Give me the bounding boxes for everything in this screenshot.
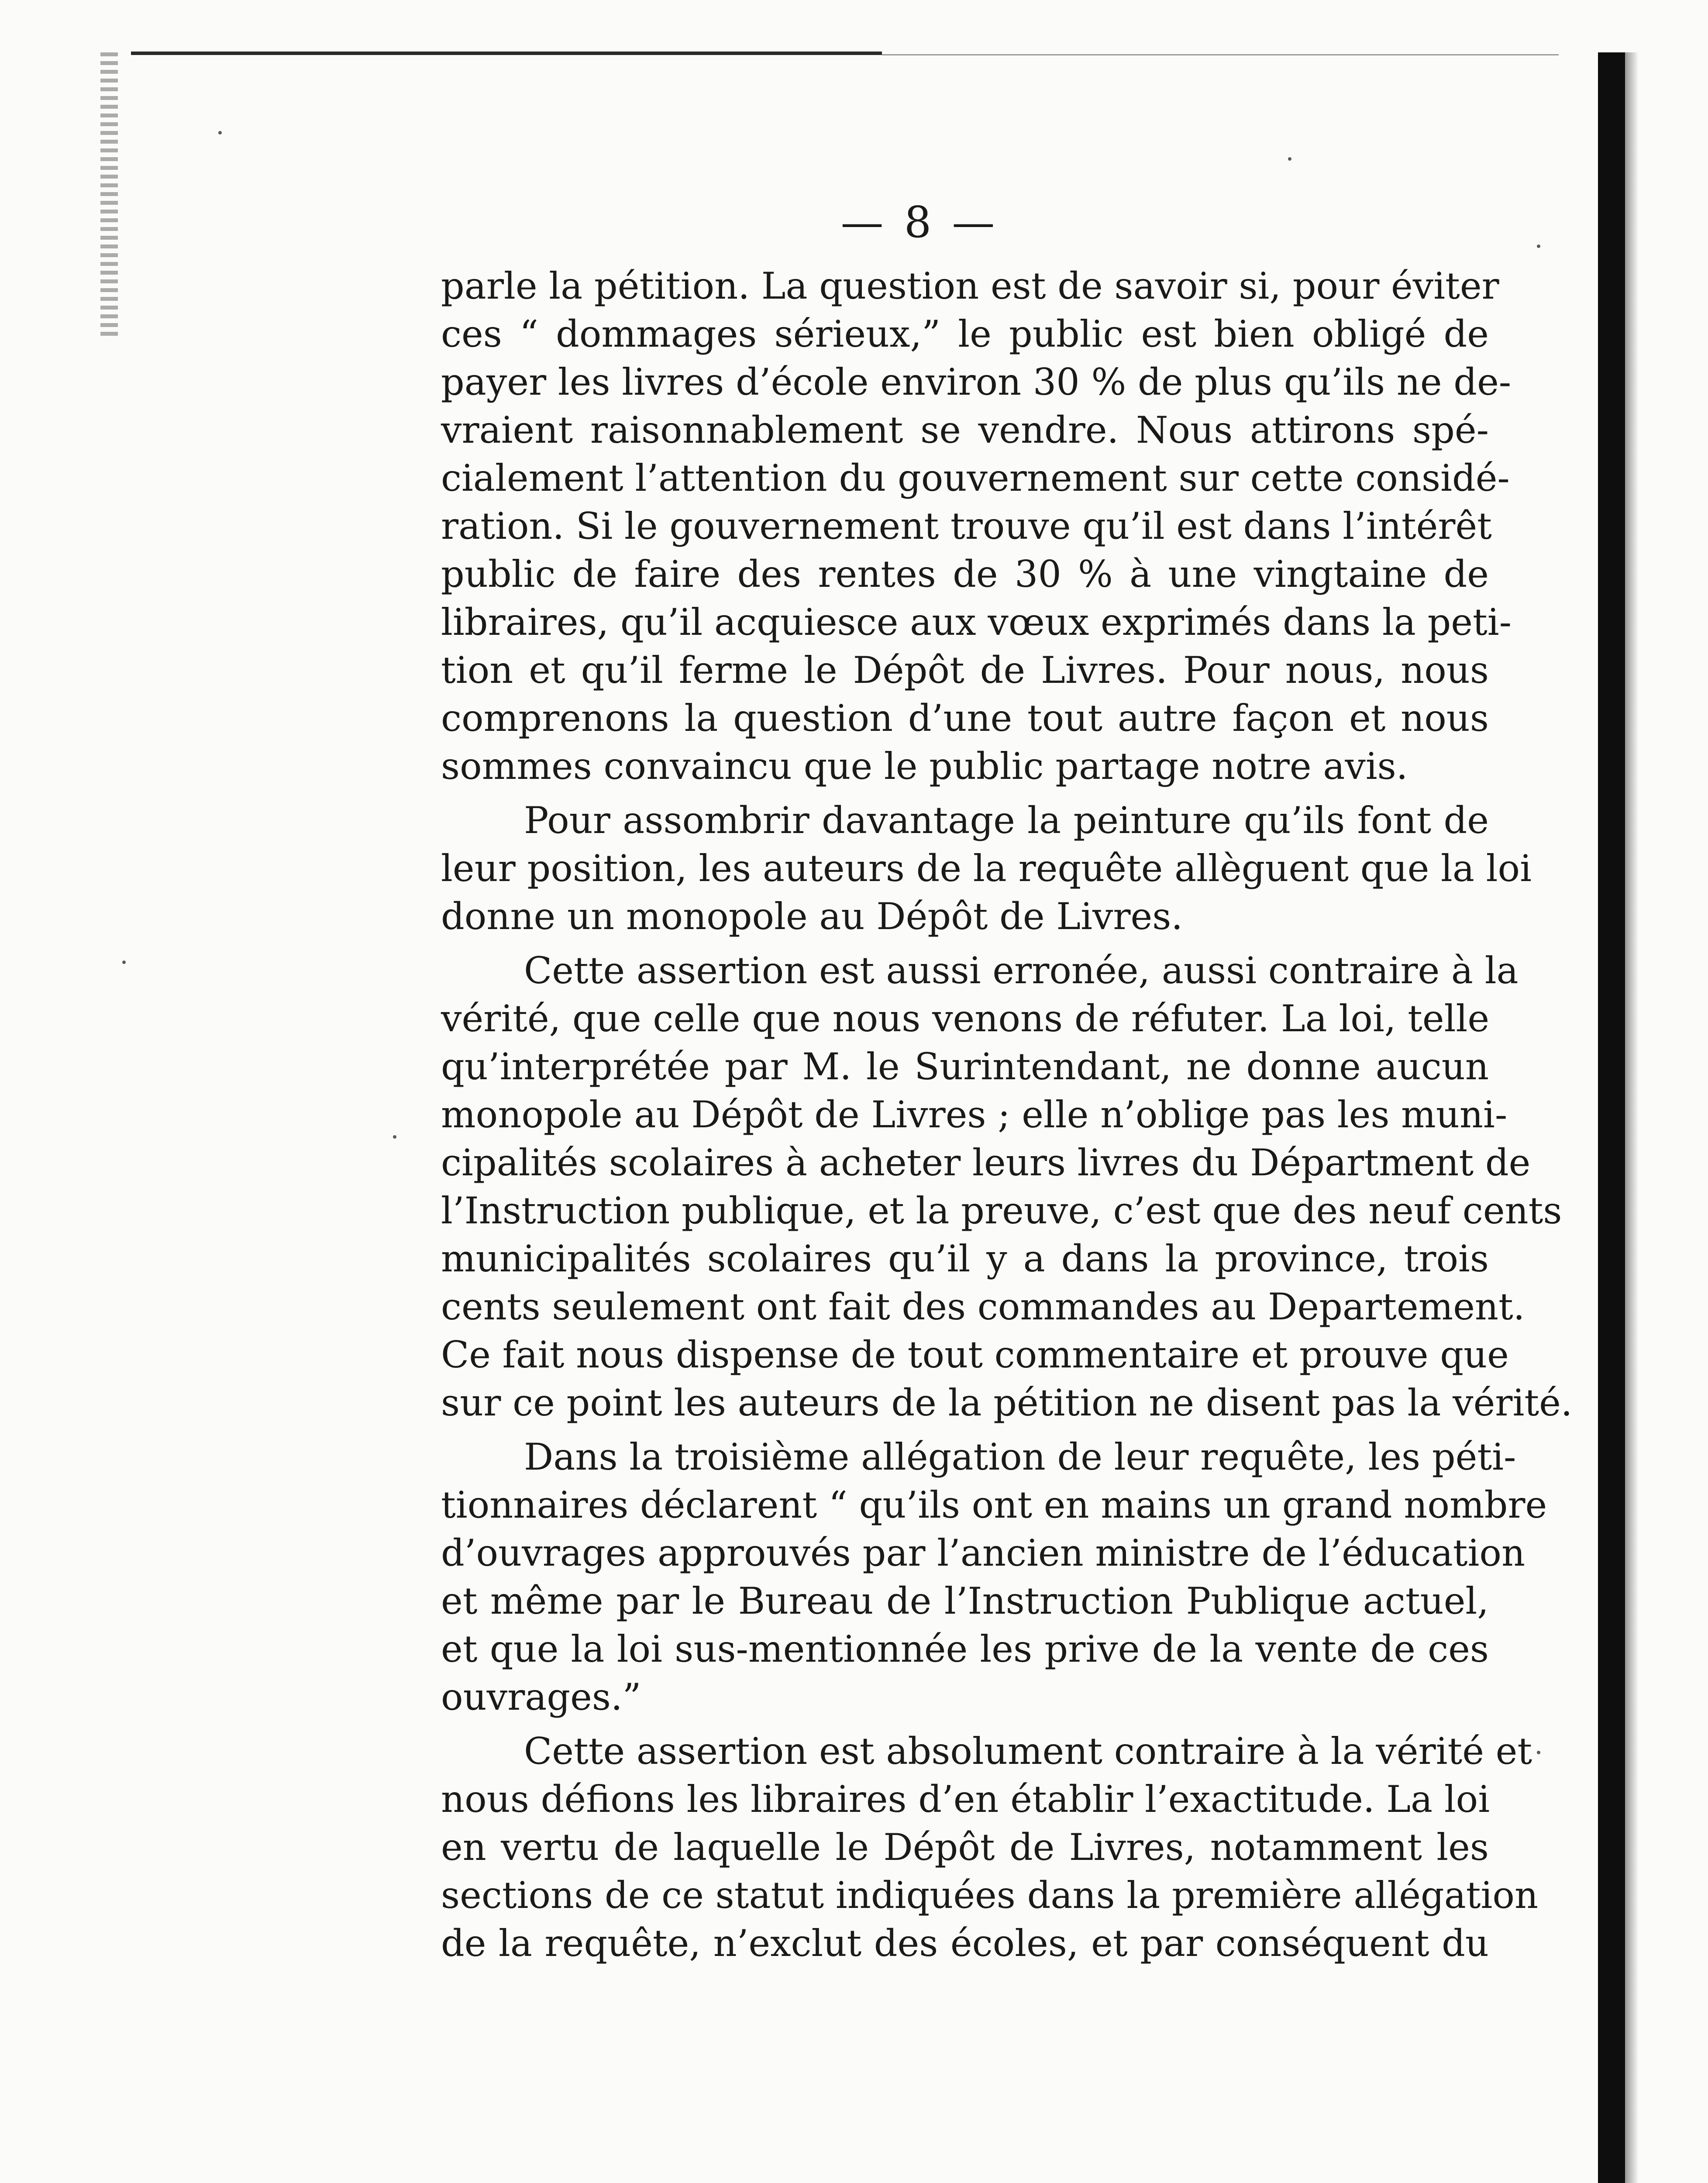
- text-line: cipalités scolaires à acheter leurs livres du Départment de: [441, 1141, 1531, 1184]
- right-scan-edge-bar: [1598, 52, 1625, 2183]
- text-line: libraires, qu’il acquiesce aux vœux exprimés dans la peti-: [441, 601, 1512, 644]
- text-line: ouvrages.”: [441, 1676, 641, 1718]
- text-line: ces “ dommages sérieux,” le public est bien obligé de: [441, 313, 1489, 355]
- text-line: d’ouvrages approuvés par l’ancien ministre de l’éducation: [441, 1532, 1525, 1574]
- scan-speck: [393, 1135, 396, 1139]
- text-line: Pour assombrir davantage la peinture qu’ils font de: [524, 799, 1489, 842]
- top-rule: [131, 52, 882, 55]
- scan-speck: [218, 131, 222, 134]
- scan-speck: [122, 961, 126, 964]
- paragraph: [441, 796, 1532, 940]
- text-line: sur ce point les auteurs de la pétition ne disent pas la vérité.: [441, 1381, 1573, 1424]
- text-line: vraient raisonnablement se vendre. Nous attirons spé-: [441, 409, 1489, 451]
- text-line: sections de ce statut indiquées dans la première allégation: [441, 1874, 1539, 1917]
- text-line: Dans la troisième allégation de leur requête, les péti-: [524, 1436, 1516, 1478]
- paragraph: [441, 947, 1573, 1427]
- text-line: monopole au Dépôt de Livres ; elle n’oblige pas les muni-: [441, 1093, 1508, 1136]
- text-line: nous défions les libraires d’en établir l’exactitude. La loi: [441, 1778, 1490, 1821]
- text-line: et que la loi sus-mentionnée les prive de la vente de ces: [441, 1628, 1489, 1670]
- scan-speck: [1288, 157, 1291, 161]
- right-scan-edge-shadow: [1625, 52, 1638, 2183]
- text-line: municipalités scolaires qu’il y a dans la province, trois: [441, 1237, 1489, 1280]
- paragraph: [441, 1727, 1539, 1967]
- text-line: vérité, que celle que nous venons de réfuter. La loi, telle: [441, 997, 1490, 1040]
- text-line: leur position, les auteurs de la requête allèguent que la loi: [441, 847, 1532, 890]
- text-line: de la requête, n’exclut des écoles, et par conséquent du: [441, 1922, 1489, 1965]
- paragraph: [441, 1433, 1547, 1721]
- text-line: payer les livres d’école environ 30 % de plus qu’ils ne de-: [441, 361, 1512, 403]
- text-line: public de faire des rentes de 30 % à une vingtaine de: [441, 553, 1489, 596]
- page-number: — 8 —: [840, 198, 999, 248]
- text-line: l’Instruction publique, et la preuve, c’est que des neuf cents: [441, 1189, 1562, 1232]
- text-line: en vertu de laquelle le Dépôt de Livres, notamment les: [441, 1826, 1489, 1869]
- text-line: cialement l’attention du gouvernement sur cette considé-: [441, 457, 1510, 499]
- body-text: [441, 262, 1573, 1973]
- top-rule-faint: [882, 54, 1559, 55]
- text-line: Ce fait nous dispense de tout commentaire et prouve que: [441, 1333, 1509, 1376]
- scan-speck: [1537, 1751, 1540, 1754]
- text-line: tion et qu’il ferme le Dépôt de Livres. Pour nous, nous: [441, 649, 1489, 692]
- paragraph: [441, 262, 1512, 790]
- text-line: parle la pétition. La question est de savoir si, pour éviter: [441, 265, 1499, 307]
- text-line: ration. Si le gouvernement trouve qu’il est dans l’intérêt: [441, 505, 1492, 547]
- text-line: Cette assertion est aussi erronée, aussi contraire à la: [524, 949, 1519, 992]
- text-line: Cette assertion est absolument contraire à la vérité et: [524, 1730, 1532, 1773]
- text-line: qu’interprétée par M. le Surintendant, ne donne aucun: [441, 1045, 1489, 1088]
- text-line: et même par le Bureau de l’Instruction Publique actuel,: [441, 1580, 1489, 1622]
- text-line: sommes convaincu que le public partage notre avis.: [441, 745, 1408, 788]
- text-line: cents seulement ont fait des commandes au Departement.: [441, 1285, 1525, 1328]
- text-line: tionnaires déclarent “ qu’ils ont en mains un grand nombre: [441, 1484, 1547, 1526]
- text-line: comprenons la question d’une tout autre façon et nous: [441, 697, 1489, 740]
- left-binding-edge: [100, 52, 118, 336]
- text-line: donne un monopole au Dépôt de Livres.: [441, 895, 1183, 938]
